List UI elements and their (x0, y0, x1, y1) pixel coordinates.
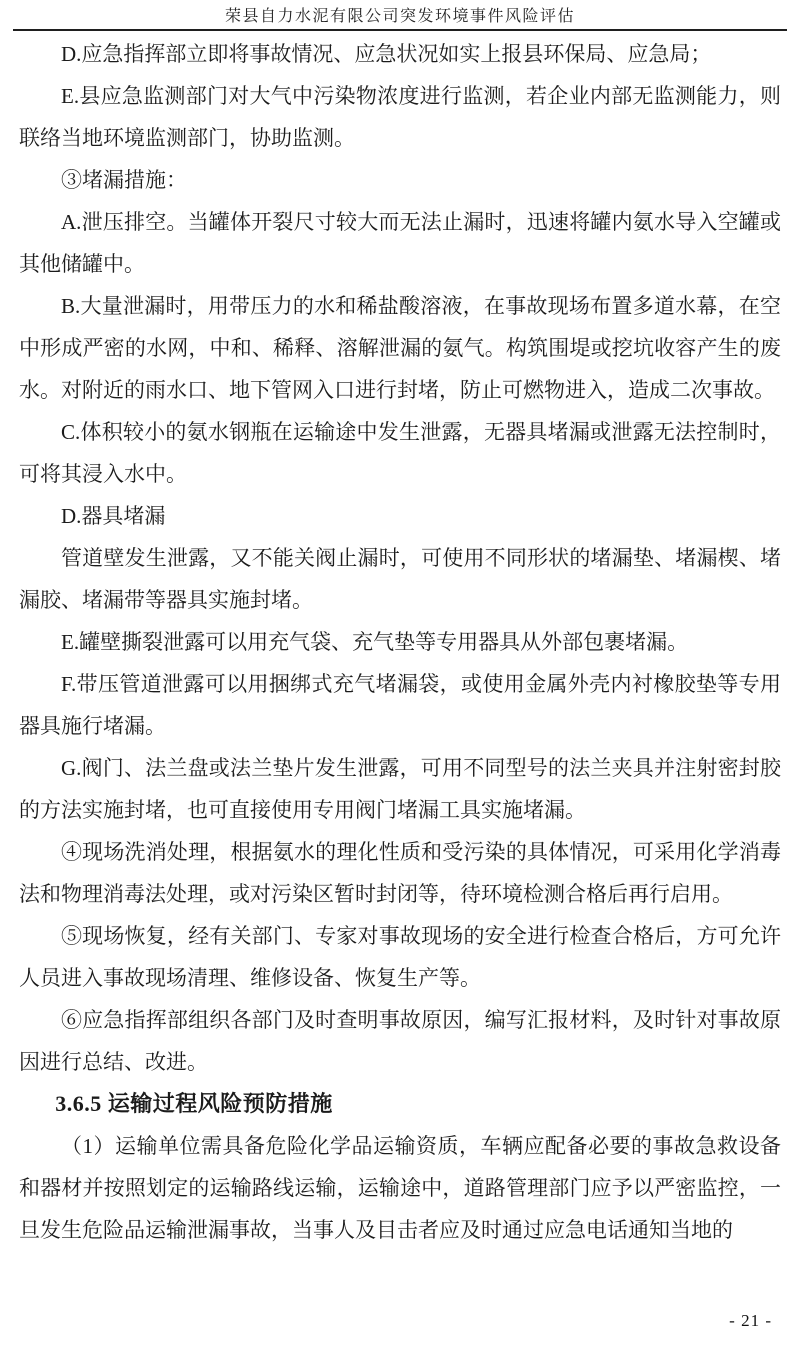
paragraph-large-leak-water-curtain: B.大量泄漏时，用带压力的水和稀盐酸溶液，在事故现场布置多道水幕，在空中形成严密的水网，中和、稀释、溶解泄漏的氨气。构筑围堤或挖坑收容产生的废水。对附近的雨水口、地下管网入口进行封堵，防止可燃物进入，造成二次事故。 (19, 294, 781, 402)
paragraph-pressurized-pipe-leak: F.带压管道泄露可以用捆绑式充气堵漏袋，或使用金属外壳内衬橡胶垫等专用器具施行堵漏。 (19, 672, 781, 738)
paragraph-accident-cause-review: ⑥应急指挥部组织各部门及时查明事故原因，编写汇报材料，及时针对事故原因进行总结、改进。 (19, 1008, 781, 1074)
document-body (0, 31, 800, 1251)
paragraph-pressure-relief: A.泄压排空。当罐体开裂尺寸较大而无法止漏时，迅速将罐内氨水导入空罐或其他储罐中。 (19, 210, 781, 276)
paragraph-pipe-wall-leak: 管道壁发生泄露，又不能关阀止漏时，可使用不同形状的堵漏垫、堵漏楔、堵漏胶、堵漏带等器具实施封堵。 (19, 546, 781, 612)
page-number: - 21 - (729, 1311, 772, 1330)
paragraph-valve-flange-leak: G.阀门、法兰盘或法兰垫片发生泄露，可用不同型号的法兰夹具并注射密封胶的方法实施封堵，也可直接使用专用阀门堵漏工具实施堵漏。 (19, 756, 781, 822)
paragraph-report-to-authorities: D.应急指挥部立即将事故情况、应急状况如实上报县环保局、应急局； (61, 42, 712, 66)
paragraph-site-recovery: ⑤现场恢复，经有关部门、专家对事故现场的安全进行检查合格后，方可允许人员进入事故现场清理、维修设备、恢复生产等。 (19, 924, 781, 990)
paragraph-small-cylinder-immersion: C.体积较小的氨水钢瓶在运输途中发生泄露，无器具堵漏或泄露无法控制时，可将其浸入水中。 (19, 420, 781, 486)
page-header (0, 0, 800, 31)
paragraph-tool-plugging-label: D.器具堵漏 (61, 504, 166, 528)
paragraph-site-decontamination: ④现场洗消处理，根据氨水的理化性质和受污染的具体情况，可采用化学消毒法和物理消毒法处理，或对污染区暂时封闭等，待环境检测合格后再行启用。 (19, 840, 781, 906)
paragraph-leak-sealing-measures-label: ③堵漏措施： (61, 168, 187, 192)
paragraph-transport-qualification: （1）运输单位需具备危险化学品运输资质，车辆应配备必要的事故急救设备和器材并按照划定的运输路线运输，运输途中，道路管理部门应予以严密监控，一旦发生危险品运输泄漏事故，当事人及目击者应及时通过应急电话通知当地的 (19, 1134, 781, 1242)
paragraph-monitoring: E.县应急监测部门对大气中污染物浓度进行监测，若企业内部无监测能力，则联络当地环境监测部门，协助监测。 (19, 84, 781, 150)
section-heading-3-6-5: 3.6.5 运输过程风险预防措施 (55, 1091, 333, 1116)
paragraph-tank-wall-tear: E.罐壁撕裂泄露可以用充气袋、充气垫等专用器具从外部包裹堵漏。 (61, 630, 689, 654)
running-header-title: 荣县自力水泥有限公司突发环境事件风险评估 (224, 8, 575, 25)
